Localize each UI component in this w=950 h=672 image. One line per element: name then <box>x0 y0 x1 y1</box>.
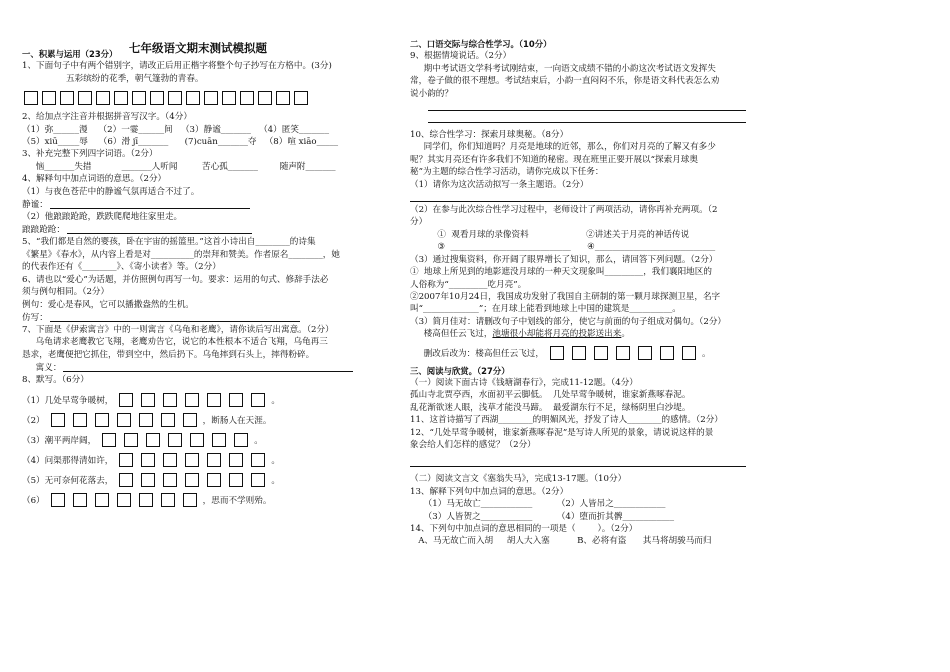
answer-box[interactable] <box>141 393 155 407</box>
answer-box[interactable] <box>119 453 133 467</box>
q8-item-3-text: （3）潮平两岸阔， <box>22 435 97 446</box>
q13-line-1[interactable]: （1）马无故亡____________ （2）人皆吊之____________ <box>410 499 666 510</box>
q13-line-2[interactable]: （3）人皆贺之____________ （4）堕而折其髀____________ <box>410 511 675 522</box>
q8-item-3[interactable]: （3）潮平两岸阔， 。 <box>22 433 374 447</box>
answer-box[interactable] <box>141 473 155 487</box>
q1-answer-grid[interactable] <box>24 91 374 105</box>
answer-box[interactable] <box>660 346 674 360</box>
q13-prompt: 13、解释下列句中加点词的意思。（2分） <box>410 486 569 497</box>
q6-line-1: 6、请也以“爱心”为话题，并仿照例句再写一句。要求：运用的句式、修辞手法必 <box>22 274 329 285</box>
q10-task-4-b <box>410 328 750 340</box>
q5-line-3[interactable]: 的代表作还有《________》、《寄小读者》等。（2分） <box>22 262 221 273</box>
q10-intro-2: 呢？其实月亮还有许多我们不知道的秘密。现在班里正要开展以“探索月球奥 <box>410 154 698 165</box>
q12-answer-line[interactable] <box>410 457 746 467</box>
answer-box[interactable] <box>96 91 110 105</box>
right-column <box>410 38 750 548</box>
answer-box[interactable] <box>207 453 221 467</box>
section-1-heading: 一、积累与运用（23分） <box>22 49 118 59</box>
q9-line-3: 说小韵的？ <box>410 88 453 99</box>
answer-box[interactable] <box>207 393 221 407</box>
q10-task-2-a: （2）在参与此次综合性学习过程中，老师设计了两项活动，请你再补充两项。（2 <box>410 205 718 216</box>
q14-options: A、马无故亡而入胡 胡人大入塞 B、必将有盗 其马将胡骏马而归 <box>410 536 712 547</box>
answer-box[interactable] <box>163 453 177 467</box>
q10-task-1: （1）请你为这次活动拟写一条主题语。（2分） <box>410 179 589 190</box>
q10-task-3-a: （3）通过搜集资料，你开阔了眼界增长了知识，那么，请回答下列问题。（2分） <box>410 254 718 265</box>
q4-item-2: （2）他踉踉跄跄，跌跌爬爬地往家里走。 <box>22 212 183 223</box>
q8-prompt: 8、默写。（6分） <box>22 375 89 386</box>
reading-1-prompt: （一）阅读下面古诗《钱塘湖春行》，完成11-12题。（4分） <box>410 377 638 388</box>
answer-box[interactable] <box>276 91 290 105</box>
q10-task-2-items: ① 观看月球的录像资料 ②讲述关于月亮的神话传说 <box>410 229 690 240</box>
q7-story-1: 乌龟请求老鹰教它飞翔，老鹰劝告它，说它的本性根本不适合飞翔，乌龟再三 <box>22 337 328 348</box>
q4-item-1: （1）与夜色苍茫中的静谧气氛再适合不过了。 <box>22 186 200 197</box>
answer-box[interactable] <box>42 91 56 105</box>
q10-task-1-answer[interactable] <box>410 192 660 202</box>
answer-box[interactable] <box>185 393 199 407</box>
q12-prompt-1: 12、“几处早莺争暖树，谁家新燕啄春泥”是写诗人所见的景象，请说说这样的景 <box>410 427 714 438</box>
q8-item-1-boxes[interactable] <box>119 393 269 407</box>
q10-intro-3: 秘”为主题的综合性学习活动，请你完成以下任务： <box>410 167 604 178</box>
q8-item-5-boxes[interactable] <box>119 473 269 487</box>
q10-task-4-a: （3）简月佳对：请删改句子中划线的部分，使它与前面的句子组成对偶句。（2分） <box>410 316 727 327</box>
q8-item-2-boxes[interactable] <box>51 413 201 427</box>
answer-box[interactable] <box>114 91 128 105</box>
answer-box[interactable] <box>594 346 608 360</box>
q9-answer-line-1[interactable] <box>428 101 746 111</box>
answer-box[interactable] <box>119 473 133 487</box>
q10-task-2-b: 分） <box>410 217 428 228</box>
q10-task-3-e[interactable]: 叫“_____________”；在月球上能看到地球上中国的建筑是__________。 <box>410 304 681 315</box>
q6-example: 例句：爱心是春风，它可以播撒盎然的生机。 <box>22 299 194 310</box>
q8-item-4-text: （4）问渠那得清如许， <box>22 455 114 466</box>
reading-2-prompt: （二）阅读文言文《塞翁失马》，完成13-17题。（10分） <box>410 474 627 485</box>
q3-line[interactable]: 恼_______失措 _______人听闻 苦心孤_______ 随声附_______ <box>22 161 336 172</box>
answer-box[interactable] <box>190 433 204 447</box>
q10-task-4-b-text: 楼高但任云飞过， <box>410 329 493 340</box>
q10-task-4-b-end: 。 <box>621 329 630 340</box>
q4-answer-2-label: 踉踉跄跄： <box>22 225 65 236</box>
q8-item-5-text: （5）无可奈何花落去， <box>22 475 114 486</box>
answer-box[interactable] <box>73 413 87 427</box>
left-column <box>22 48 374 513</box>
page-title: 七年级语文期末测试模拟题 <box>129 41 267 55</box>
q7-answer[interactable] <box>22 361 374 374</box>
answer-box[interactable] <box>168 433 182 447</box>
answer-box[interactable] <box>251 393 265 407</box>
answer-box[interactable] <box>124 433 138 447</box>
q8-item-2-label: （2） <box>22 415 45 426</box>
q5-line-2[interactable]: 《繁星》《春水》，从内容上看是对__________的崇拜和赞美。作者原名________，她 <box>22 249 340 260</box>
answer-box[interactable] <box>139 413 153 427</box>
q6-line-2: 须与例句相同。（2分） <box>22 287 110 298</box>
answer-box[interactable] <box>141 453 155 467</box>
answer-box[interactable] <box>229 453 243 467</box>
answer-box[interactable] <box>102 433 116 447</box>
q8-item-5[interactable]: （5）无可奈何花落去， 。 <box>22 473 374 487</box>
q4-answer-2[interactable] <box>22 223 374 236</box>
q9-line-1: 期中考试语文学科考试刚结束，一向语文成绩不错的小韵这次考试语文发挥失 <box>410 63 716 74</box>
answer-box[interactable] <box>240 91 254 105</box>
answer-box[interactable] <box>95 493 109 507</box>
answer-box[interactable] <box>251 473 265 487</box>
answer-box[interactable] <box>638 346 652 360</box>
q8-item-6-boxes[interactable] <box>51 493 201 507</box>
answer-box[interactable] <box>51 413 65 427</box>
answer-box[interactable] <box>73 493 87 507</box>
answer-box[interactable] <box>204 91 218 105</box>
q8-item-4[interactable]: （4）问渠那得清如许， 。 <box>22 453 374 467</box>
q10-task-4-answer-label: 删改后改为：楼高但任云飞过， <box>410 348 544 359</box>
answer-box[interactable] <box>294 91 308 105</box>
answer-box[interactable] <box>207 473 221 487</box>
q4-prompt: 4、解释句中加点词语的意思。（2分） <box>22 174 167 185</box>
answer-box[interactable] <box>222 91 236 105</box>
q9-line-2: 常，卷子做的很不理想。考试结束后，小韵一直闷闷不乐，你是语文科代表怎么劝 <box>410 76 720 87</box>
answer-box[interactable] <box>550 346 564 360</box>
answer-box[interactable] <box>132 91 146 105</box>
q8-item-6-text: ，思而不学则殆。 <box>202 495 272 506</box>
q10-task-2-blanks[interactable]: ③ ____________________________ ④____________________________ <box>410 242 716 253</box>
q8-item-1-text: （1）几处早莺争暖树， <box>22 395 114 406</box>
answer-box[interactable] <box>150 91 164 105</box>
q11-prompt[interactable]: 11、这首诗描写了西湖________的明媚风光，抒发了诗人________的感情。（2分） <box>410 415 723 426</box>
q10-prompt: 10、综合性学习：探索月球奥秘。（8分） <box>410 130 569 141</box>
q6-answer-label: 仿写： <box>22 312 48 323</box>
answer-box[interactable] <box>616 346 630 360</box>
answer-box[interactable] <box>95 413 109 427</box>
answer-box[interactable] <box>51 493 65 507</box>
q10-task-3-b[interactable]: ① 地球上所见到的地影遮没月球的一种天文现象叫_________，我们襄阳地区的 <box>410 267 712 278</box>
q4-answer-1-label: 静谧： <box>22 199 48 210</box>
section-2-heading: 二、口语交际与综合性学习。（10分） <box>410 39 552 49</box>
answer-box[interactable] <box>168 91 182 105</box>
answer-box[interactable] <box>186 91 200 105</box>
q1-prompt: 1、下面句子中有两个错别字，请改正后用正楷字将整个句子抄写在方格中。(3分) <box>22 61 332 72</box>
answer-box[interactable] <box>60 91 74 105</box>
answer-box[interactable] <box>212 433 226 447</box>
q2-prompt: 2、给加点字注音并根据拼音写汉字。（4分） <box>22 112 192 123</box>
q8-item-6-label: （6） <box>22 495 45 506</box>
q2-line-2[interactable]: （5）xiū_____辱 （6）滑 jī_______ (7)cuān_______夺 （8）喧 xiāo_____ <box>22 137 339 148</box>
answer-box[interactable] <box>78 91 92 105</box>
q8-item-2-text: ，断肠人在天涯。 <box>202 415 272 426</box>
q8-item-3-boxes[interactable] <box>102 433 252 447</box>
q6-answer[interactable] <box>22 311 374 324</box>
q8-item-2[interactable] <box>22 413 374 427</box>
answer-box[interactable] <box>163 473 177 487</box>
poem-line-2: 乱花渐欲迷人眼，浅草才能没马蹄。 最爱湖东行不足，绿杨阴里白沙堤。 <box>410 402 691 413</box>
answer-box[interactable] <box>185 473 199 487</box>
q10-intro-1: 同学们，你们知道吗？月亮是地球的近邻，那么，你们对月亮的了解又有多少 <box>410 142 716 153</box>
q8-item-6[interactable] <box>22 493 374 507</box>
answer-box[interactable] <box>234 433 248 447</box>
answer-box[interactable] <box>183 413 197 427</box>
answer-box[interactable] <box>682 346 696 360</box>
q10-task-3-d: ②2007年10月24日，我国成功发射了我国自主研制的第一颗月球探测卫星，名字 <box>410 291 721 302</box>
q7-prompt: 7、下面是《伊索寓言》中的一则寓言《乌龟和老鹰》，请你读后写出寓意。（2分） <box>22 324 334 335</box>
q10-task-4-answer[interactable]: 删改后改为：楼高但任云飞过， 。 <box>410 346 750 360</box>
q14-prompt[interactable]: 14、下列句中加点词的意思相同的一项是（ ）。（2分） <box>410 524 638 534</box>
answer-box[interactable] <box>183 493 197 507</box>
underlined-phrase: 池塘很小却能将月亮的投影送出来 <box>492 329 622 340</box>
answer-box[interactable] <box>229 393 243 407</box>
answer-box[interactable] <box>251 453 265 467</box>
answer-box[interactable] <box>163 393 177 407</box>
q9-answer-line-2[interactable] <box>428 113 746 123</box>
answer-box[interactable] <box>119 393 133 407</box>
answer-box[interactable] <box>161 413 175 427</box>
q3-prompt: 3、补充完整下列四字词语。（2分） <box>22 149 158 160</box>
q12-prompt-2: 象会给人们怎样的感觉？（2分） <box>410 439 536 450</box>
q7-story-2: 恳求，老鹰便把它抓住，带到空中，然后扔下。乌龟摔到石头上，摔得粉碎。 <box>22 349 315 360</box>
answer-box[interactable] <box>139 493 153 507</box>
poem-line-1: 孤山寺北贾亭西，水面初平云脚低。 几处早莺争暖树，谁家新燕啄春泥。 <box>410 390 691 401</box>
q5-line-1[interactable]: 5、“我们都是自然的婴孩，卧在宇宙的摇篮里。”这首小诗出自________的诗集 <box>22 237 316 248</box>
q1-sentence: 五彩缤纷的花季，朝气篷勃的青春。 <box>66 73 204 84</box>
answer-box[interactable] <box>146 433 160 447</box>
q9-prompt: 9、根据情境说话。（2分） <box>410 51 512 62</box>
answer-box[interactable] <box>117 413 131 427</box>
answer-box[interactable] <box>117 493 131 507</box>
q10-task-4-boxes[interactable] <box>550 346 700 360</box>
answer-box[interactable] <box>229 473 243 487</box>
answer-box[interactable] <box>185 453 199 467</box>
answer-box[interactable] <box>161 493 175 507</box>
answer-box[interactable] <box>24 91 38 105</box>
answer-box[interactable] <box>572 346 586 360</box>
q8-item-1[interactable]: （1）几处早莺争暖树， 。 <box>22 393 374 407</box>
section-3-heading: 三、阅读与欣赏。（27分） <box>410 365 510 376</box>
q4-answer-1[interactable] <box>22 198 374 211</box>
answer-box[interactable] <box>258 91 272 105</box>
q7-answer-label: 寓义： <box>22 362 62 373</box>
q8-item-4-boxes[interactable] <box>119 453 269 467</box>
q2-line-1[interactable]: （1）弥______漫 （2）一霎______间 （3）静谧_______ （4）匿笑_______ <box>22 124 330 135</box>
q10-task-3-c[interactable]: 人俗称为“_________吃月亮”。 <box>410 279 527 290</box>
